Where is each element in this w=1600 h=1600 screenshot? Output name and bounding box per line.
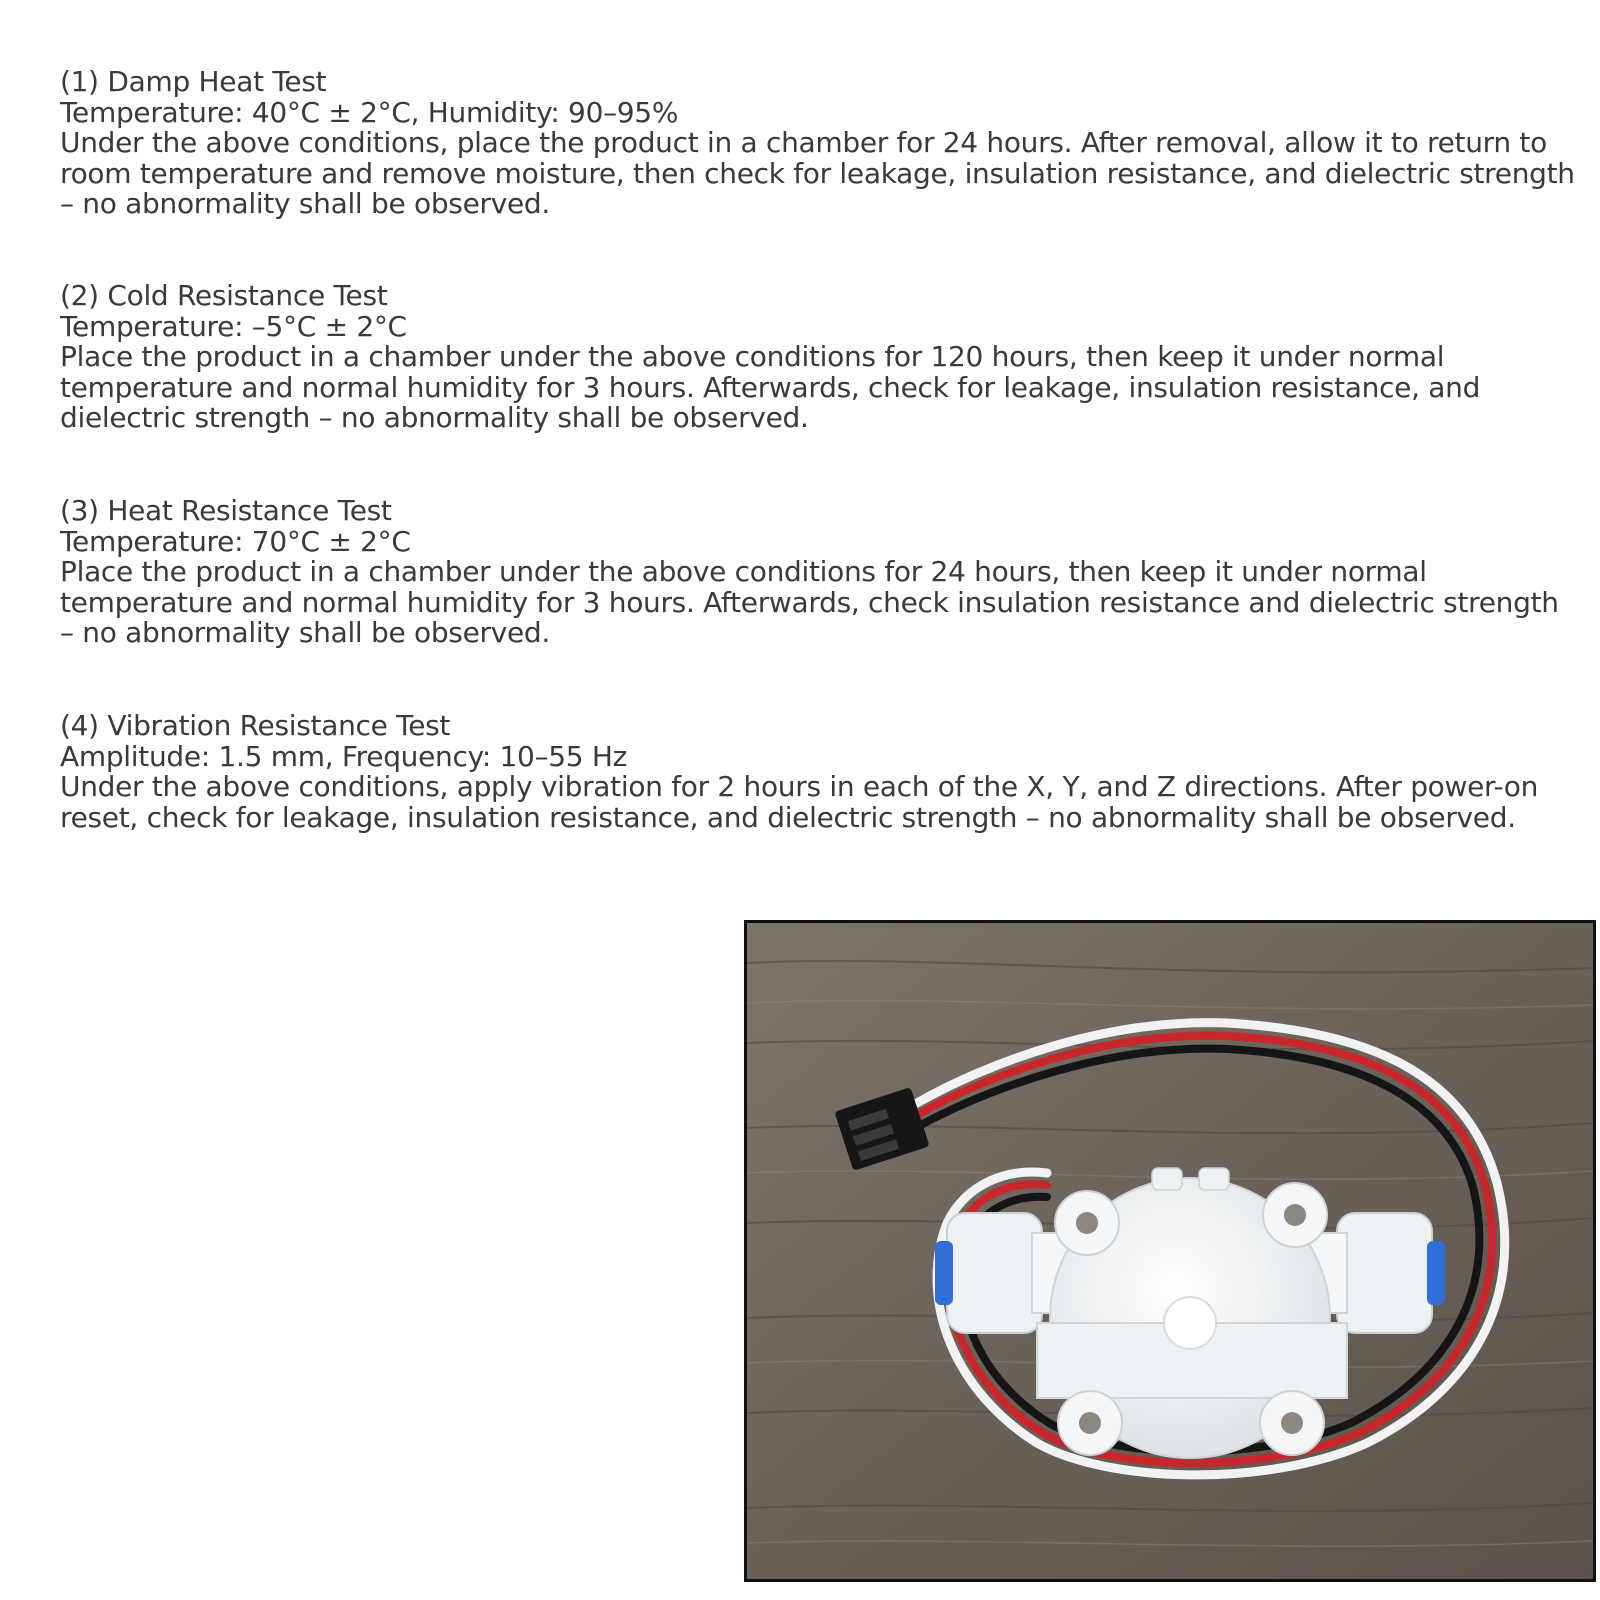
test-description: Under the above conditions, place the product in a chamber for 24 hours. After removal, allow it to return to room temperature and remove moisture, then check for leakage, insulation resistance, and dielectric strength – no abnormality shall be observed.	[60, 126, 1575, 220]
flow-sensor-illustration	[747, 923, 1593, 1579]
test-conditions: Temperature: 70°C ± 2°C	[60, 524, 411, 558]
test-conditions: Temperature: 40°C ± 2°C, Humidity: 90–95%	[60, 95, 679, 129]
test-conditions: Amplitude: 1.5 mm, Frequency: 10–55 Hz	[60, 739, 628, 773]
test-title: (3) Heat Resistance Test	[60, 494, 392, 527]
test-title: (1) Damp Heat Test	[60, 65, 327, 98]
test-title: (2) Cold Resistance Test	[60, 279, 388, 312]
test-conditions: Temperature: –5°C ± 2°C	[60, 309, 407, 343]
test-description: Under the above conditions, apply vibration for 2 hours in each of the X, Y, and Z directions. After power-on reset, check for leakage, insulation resistance, and dielectric strength – no abnormality shall be observed.	[60, 770, 1539, 834]
test-section-vibration-resistance	[60, 711, 1580, 833]
test-section-heat-resistance	[60, 496, 1580, 649]
test-description: Place the product in a chamber under the above conditions for 24 hours, then keep it under normal temperature and normal humidity for 3 hours. Afterwards, check insulation resistance and dielectric strength – no abnormality shall be observed.	[60, 555, 1559, 649]
test-title: (4) Vibration Resistance Test	[60, 709, 451, 742]
test-section-cold-resistance	[60, 281, 1580, 434]
test-section-damp-heat	[60, 67, 1580, 220]
product-photo	[744, 920, 1596, 1582]
test-description: Place the product in a chamber under the above conditions for 120 hours, then keep it under normal temperature and normal humidity for 3 hours. Afterwards, check for leakage, insulation resistance, and dielectric strength – no abnormality shall be observed.	[60, 340, 1481, 434]
